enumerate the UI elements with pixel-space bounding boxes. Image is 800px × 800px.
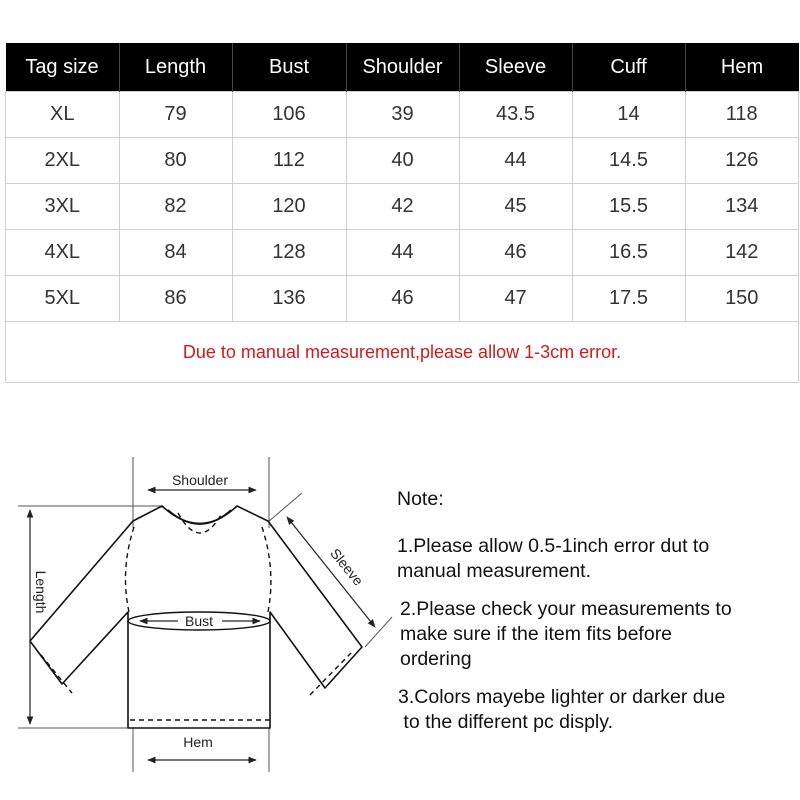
cell-bust: 128 xyxy=(232,230,346,276)
note-line: 3.Colors mayebe lighter or darker due xyxy=(398,686,726,708)
note-item xyxy=(397,534,797,584)
cell-shoulder: 46 xyxy=(346,276,459,322)
table-row xyxy=(6,276,799,322)
notes-title: Note: xyxy=(397,488,444,510)
header-tag-size: Tag size xyxy=(6,43,120,92)
note-line: to the different pc disply. xyxy=(398,711,613,733)
header-bust: Bust xyxy=(232,43,346,92)
cell-shoulder: 39 xyxy=(346,92,459,138)
cell-bust: 106 xyxy=(232,92,346,138)
cell-size: 4XL xyxy=(6,230,120,276)
table-row xyxy=(6,92,799,138)
cell-length: 79 xyxy=(119,92,232,138)
table-row xyxy=(6,230,799,276)
measurement-diagram xyxy=(0,445,395,790)
cell-hem: 118 xyxy=(685,92,799,138)
cell-sleeve: 44 xyxy=(459,138,572,184)
measurement-error-note: Due to manual measurement,please allow 1-3cm error. xyxy=(6,322,799,383)
cell-sleeve: 45 xyxy=(459,184,572,230)
cell-length: 84 xyxy=(119,230,232,276)
shoulder-label: Shoulder xyxy=(171,472,229,488)
cell-length: 80 xyxy=(119,138,232,184)
cell-hem: 134 xyxy=(685,184,799,230)
notes-section xyxy=(397,487,797,748)
bust-label: Bust xyxy=(184,613,214,629)
cell-bust: 120 xyxy=(232,184,346,230)
note-item xyxy=(397,597,797,672)
cell-shoulder: 40 xyxy=(346,138,459,184)
cell-length: 86 xyxy=(119,276,232,322)
note-line: manual measurement. xyxy=(397,560,592,582)
header-length: Length xyxy=(119,43,232,92)
cell-hem: 126 xyxy=(685,138,799,184)
cell-sleeve: 47 xyxy=(459,276,572,322)
cell-hem: 150 xyxy=(685,276,799,322)
cell-bust: 136 xyxy=(232,276,346,322)
header-shoulder: Shoulder xyxy=(346,43,459,92)
cell-length: 82 xyxy=(119,184,232,230)
table-row xyxy=(6,184,799,230)
cell-cuff: 14 xyxy=(572,92,685,138)
cell-cuff: 16.5 xyxy=(572,230,685,276)
note-line: 2.Please check your measurements to xyxy=(400,598,732,620)
cell-cuff: 17.5 xyxy=(572,276,685,322)
cell-size: 3XL xyxy=(6,184,120,230)
hem-label: Hem xyxy=(183,734,213,750)
note-line: make sure if the item fits before xyxy=(400,623,673,645)
sleeve-label: Sleeve xyxy=(327,545,367,589)
header-hem: Hem xyxy=(685,43,799,92)
cell-bust: 112 xyxy=(232,138,346,184)
size-chart-table xyxy=(5,43,799,383)
cell-size: XL xyxy=(6,92,120,138)
cell-cuff: 14.5 xyxy=(572,138,685,184)
header-sleeve: Sleeve xyxy=(459,43,572,92)
note-line: ordering xyxy=(400,648,472,670)
note-line: 1.Please allow 0.5-1inch error dut to xyxy=(397,535,710,557)
header-cuff: Cuff xyxy=(572,43,685,92)
cell-shoulder: 44 xyxy=(346,230,459,276)
cell-sleeve: 43.5 xyxy=(459,92,572,138)
note-item xyxy=(397,685,797,735)
cell-cuff: 15.5 xyxy=(572,184,685,230)
cell-size: 5XL xyxy=(6,276,120,322)
cell-sleeve: 46 xyxy=(459,230,572,276)
length-label: Length xyxy=(33,570,49,614)
cell-hem: 142 xyxy=(685,230,799,276)
cell-shoulder: 42 xyxy=(346,184,459,230)
table-header-row xyxy=(6,43,799,92)
table-footer-row xyxy=(6,322,799,383)
cell-size: 2XL xyxy=(6,138,120,184)
table-row xyxy=(6,138,799,184)
